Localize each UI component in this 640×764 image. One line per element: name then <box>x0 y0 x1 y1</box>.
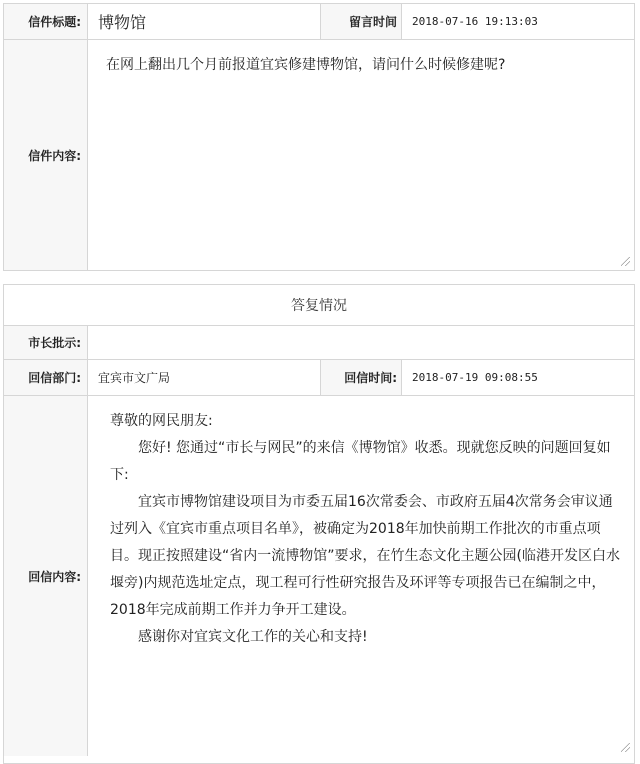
reply-closing: 感谢你对宜宾文化工作的关心和支持! <box>138 629 368 645</box>
letter-content-textarea[interactable] <box>88 40 634 270</box>
reply-dept-row <box>4 360 634 396</box>
reply-dept-value: 宜宾市文广局 <box>98 371 171 385</box>
resize-handle-icon[interactable] <box>621 257 630 266</box>
reply-content-row <box>4 396 634 756</box>
letter-title-value: 博物馆 <box>98 13 147 32</box>
letter-content-row <box>4 40 634 270</box>
mayor-row <box>4 326 634 360</box>
reply-table <box>3 284 635 764</box>
reply-content-label: 回信内容: <box>4 396 88 756</box>
mayor-value <box>88 326 634 359</box>
mayor-label: 市长批示: <box>4 326 88 359</box>
reply-paragraph: 宜宾市博物馆建设项目为市委五届16次常委会、市政府五届4次常务会审议通过列入《宜宾市重点项目名单》，被确定为2018年加快前期工作批次的市重点项目。现正按照建设“省内一流博物馆”要求，在竹生态文化主题公园(临港开发区白水堰旁)内规范选址定点，现工程可行性研究报告及环评等专项报告已在编制之中，2018年完成前期工作并力争开工建设。 <box>110 494 620 618</box>
reply-greeting: 尊敬的网民朋友: <box>110 413 213 429</box>
reply-time-label: 回信时间: <box>320 360 402 395</box>
reply-time-value: 2018-07-19 09:08:55 <box>412 371 538 384</box>
reply-section-title: 答复情况 <box>291 298 347 314</box>
letter-title-row <box>4 4 634 40</box>
resize-handle-icon[interactable] <box>621 743 630 752</box>
letter-content-label: 信件内容: <box>4 40 88 270</box>
letter-time-value: 2018-07-16 19:13:03 <box>412 15 538 28</box>
reply-dept-label: 回信部门: <box>4 360 88 395</box>
letter-title-label: 信件标题: <box>4 4 88 39</box>
letter-table <box>3 3 635 271</box>
letter-content-text: 在网上翻出几个月前报道宜宾修建博物馆，请问什么时候修建呢? <box>106 57 506 73</box>
reply-content-textarea[interactable] <box>88 396 634 756</box>
letter-time-label: 留言时间 <box>320 4 402 39</box>
reply-header-row <box>4 285 634 326</box>
reply-paragraph: 您好! 您通过“市长与网民”的来信《博物馆》收悉。现就您反映的问题回复如下: <box>110 440 611 483</box>
